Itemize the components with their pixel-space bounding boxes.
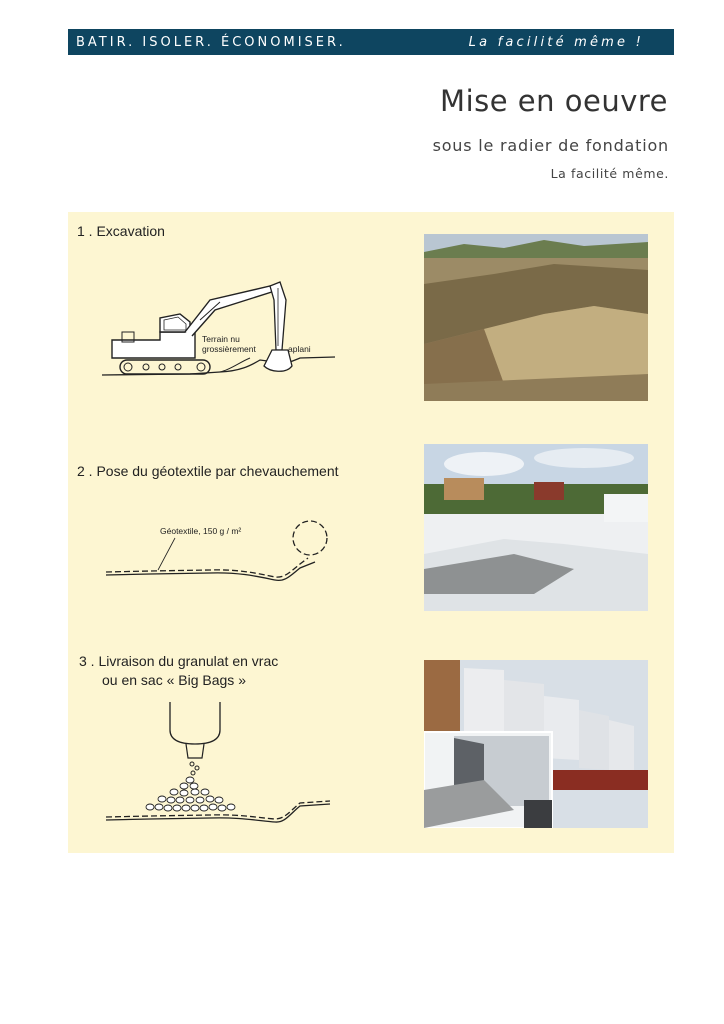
big-bag-diagram — [100, 700, 340, 830]
step-3-label-line2: ou en sac « Big Bags » — [102, 672, 246, 688]
diagram-label-grossierement: grossièrement — [202, 344, 256, 354]
excavation-photo — [424, 234, 648, 401]
big-bags-photo — [424, 660, 648, 828]
diagram-label-geotextile: Géotextile, 150 g / m² — [160, 526, 242, 536]
page-title: Mise en oeuvre — [440, 84, 668, 118]
banner-slogan: BATIR. ISOLER. ÉCONOMISER. — [76, 35, 346, 50]
page-tagline: La facilité même. — [550, 166, 669, 181]
page-subtitle: sous le radier de fondation — [432, 136, 669, 155]
header-banner — [68, 29, 674, 55]
step-1-label: 1 . Excavation — [77, 223, 165, 239]
step-2-label: 2 . Pose du géotextile par chevauchement — [77, 463, 339, 479]
step-3-label — [79, 652, 278, 690]
geotextile-photo — [424, 444, 648, 611]
geotextile-diagram — [100, 510, 340, 590]
step-3-label-line1: 3 . Livraison du granulat en vrac — [79, 653, 279, 669]
banner-tagline: La facilité même ! — [468, 35, 644, 50]
excavator-diagram — [100, 270, 340, 385]
diagram-label-terrain: Terrain nu — [202, 334, 240, 344]
diagram-label-aplani: aplani — [288, 344, 311, 354]
